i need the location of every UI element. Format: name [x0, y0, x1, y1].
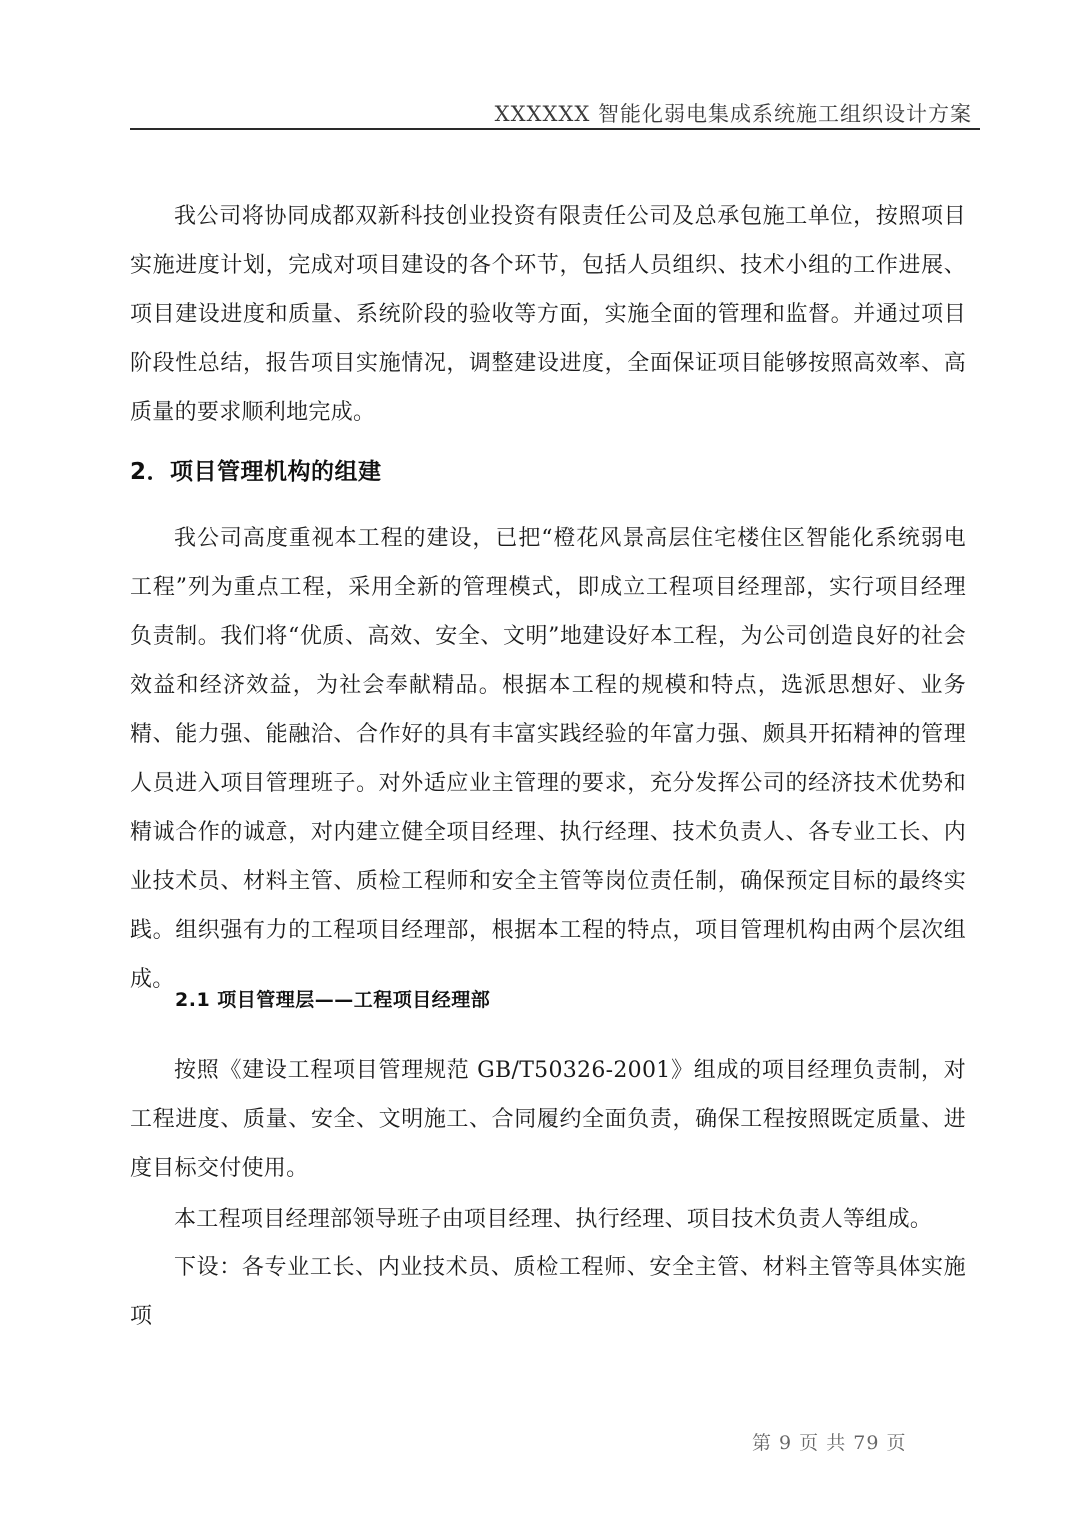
page-number-footer: 第 9 页 共 79 页: [752, 1432, 907, 1454]
section-2-paragraph: 我公司高度重视本工程的建设，已把“橙花风景高层住宅楼住区智能化系统弱电工程”列为重点工程，采用全新的管理模式，即成立工程项目经理部，实行项目经理负责制。我们将“优质、高效、安全、文明”地建设好本工程，为公司创造良好的社会效益和经济效益，为社会奉献精品。根据本工程的规模和特点，选派思想好、业务精、能力强、能融洽、合作好的具有丰富实践经验的年富力强、颇具开拓精神的管理人员进入项目管理班子。对外适应业主管理的要求，充分发挥公司的经济技术优势和精诚合作的诚意，对内建立健全项目经理、执行经理、技术负责人、各专业工长、内业技术员、材料主管、质检工程师和安全主管等岗位责任制，确保预定目标的最终实践。组织强有力的工程项目经理部，根据本工程的特点，项目管理机构由两个层次组成。: [130, 526, 966, 992]
intro-paragraph-block: [130, 192, 966, 437]
section-2-1-paragraph-2-block: [130, 1195, 966, 1244]
section-2-1-paragraph-1-block: [130, 1046, 966, 1193]
section-2-1-heading: 2.1 项目管理层——工程项目经理部: [175, 989, 491, 1011]
running-header: XXXXXX 智能化弱电集成系统施工组织设计方案: [494, 102, 972, 126]
intro-paragraph: 我公司将协同成都双新科技创业投资有限责任公司及总承包施工单位，按照项目实施进度计划，完成对项目建设的各个环节，包括人员组织、技术小组的工作进展、项目建设进度和质量、系统阶段的验收等方面，实施全面的管理和监督。并通过项目阶段性总结，报告项目实施情况，调整建设进度，全面保证项目能够按照高效率、高质量的要求顺利地完成。: [130, 204, 966, 425]
section-2-paragraph-block: [130, 514, 966, 1004]
section-2-1-paragraph-1: 按照《建设工程项目管理规范 GB/T50326-2001》组成的项目经理负责制，对工程进度、质量、安全、文明施工、合同履约全面负责，确保工程按照既定质量、进度目标交付使用。: [130, 1058, 966, 1181]
section-2-1-paragraph-3-block: [130, 1243, 966, 1341]
section-2-heading: 2．项目管理机构的组建: [130, 459, 382, 485]
section-2-1-paragraph-3: 下设：各专业工长、内业技术员、质检工程师、安全主管、材料主管等具体实施项: [130, 1255, 966, 1329]
section-2-1-paragraph-2: 本工程项目经理部领导班子由项目经理、执行经理、项目技术负责人等组成。: [174, 1207, 933, 1232]
header-rule: [130, 128, 980, 130]
